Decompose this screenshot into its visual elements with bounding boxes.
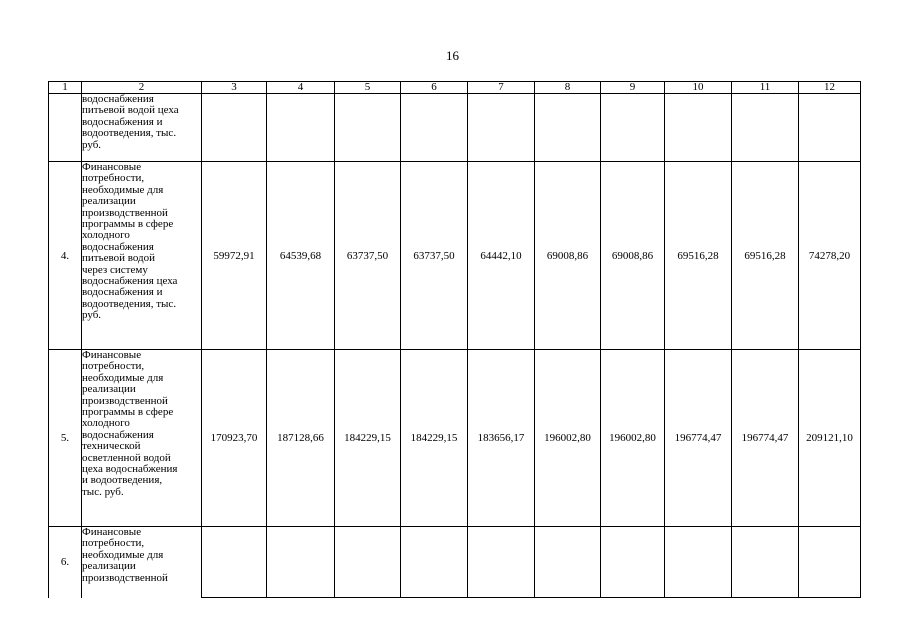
table-cell: 64442,10 [468, 162, 535, 350]
header-row [49, 82, 861, 94]
table-cell [799, 527, 861, 598]
column-header: 6 [401, 82, 468, 94]
column-header: 10 [665, 82, 732, 94]
row-number: 6. [49, 527, 82, 598]
table-cell: 63737,50 [335, 162, 401, 350]
table-cell [468, 527, 535, 598]
row-number: 4. [49, 162, 82, 350]
row-description: Финансовые потребности, необходимые для реализации производственной программы в сфере холодного водоснабжения технической осветленной водой цеха водоснабжения и водоотведения, тыс. руб. [82, 350, 202, 527]
table-cell [267, 527, 335, 598]
row-number [49, 94, 82, 162]
row-description: водоснабжения питьевой водой цеха водоснабжения и водоотведения, тыс. руб. [82, 94, 202, 162]
column-header: 2 [82, 82, 202, 94]
column-header: 12 [799, 82, 861, 94]
table-cell: 196774,47 [732, 350, 799, 527]
column-header: 8 [535, 82, 601, 94]
table-cell [665, 527, 732, 598]
table-cell [202, 94, 267, 162]
table-cell: 69008,86 [601, 162, 665, 350]
table-cell [665, 94, 732, 162]
table-cell: 183656,17 [468, 350, 535, 527]
table-cell [601, 527, 665, 598]
row-description: Финансовые потребности, необходимые для реализации производственной [82, 527, 202, 598]
table-row [49, 527, 861, 598]
table-cell [401, 94, 468, 162]
column-header: 4 [267, 82, 335, 94]
column-header: 7 [468, 82, 535, 94]
table-cell [401, 527, 468, 598]
table-cell [799, 94, 861, 162]
data-table [48, 81, 861, 598]
column-header: 11 [732, 82, 799, 94]
table-cell: 184229,15 [401, 350, 468, 527]
table-cell [335, 94, 401, 162]
table-cell [535, 527, 601, 598]
table-cell [267, 94, 335, 162]
table-cell [335, 527, 401, 598]
table-cell: 74278,20 [799, 162, 861, 350]
table-cell: 187128,66 [267, 350, 335, 527]
table-cell: 196774,47 [665, 350, 732, 527]
column-header: 5 [335, 82, 401, 94]
table-row [49, 162, 861, 350]
table-row [49, 94, 861, 162]
column-header: 3 [202, 82, 267, 94]
table-cell: 170923,70 [202, 350, 267, 527]
table-cell [732, 94, 799, 162]
row-description: Финансовые потребности, необходимые для реализации производственной программы в сфере холодного водоснабжения питьевой водой через систему водоснабжения цеха водоснабжения и водоотведения, тыс. руб. [82, 162, 202, 350]
table-cell: 69516,28 [665, 162, 732, 350]
page-number: 16 [446, 48, 459, 63]
table-cell [202, 527, 267, 598]
row-number: 5. [49, 350, 82, 527]
table-cell: 64539,68 [267, 162, 335, 350]
table-cell [601, 94, 665, 162]
table-cell [535, 94, 601, 162]
column-header: 9 [601, 82, 665, 94]
table-cell: 63737,50 [401, 162, 468, 350]
table-cell: 209121,10 [799, 350, 861, 527]
table-cell: 69516,28 [732, 162, 799, 350]
table-cell: 196002,80 [601, 350, 665, 527]
table-cell [732, 527, 799, 598]
table-cell: 69008,86 [535, 162, 601, 350]
table-cell [468, 94, 535, 162]
table-row [49, 350, 861, 527]
table-cell: 196002,80 [535, 350, 601, 527]
table-cell: 184229,15 [335, 350, 401, 527]
column-header: 1 [49, 82, 82, 94]
table-cell: 59972,91 [202, 162, 267, 350]
